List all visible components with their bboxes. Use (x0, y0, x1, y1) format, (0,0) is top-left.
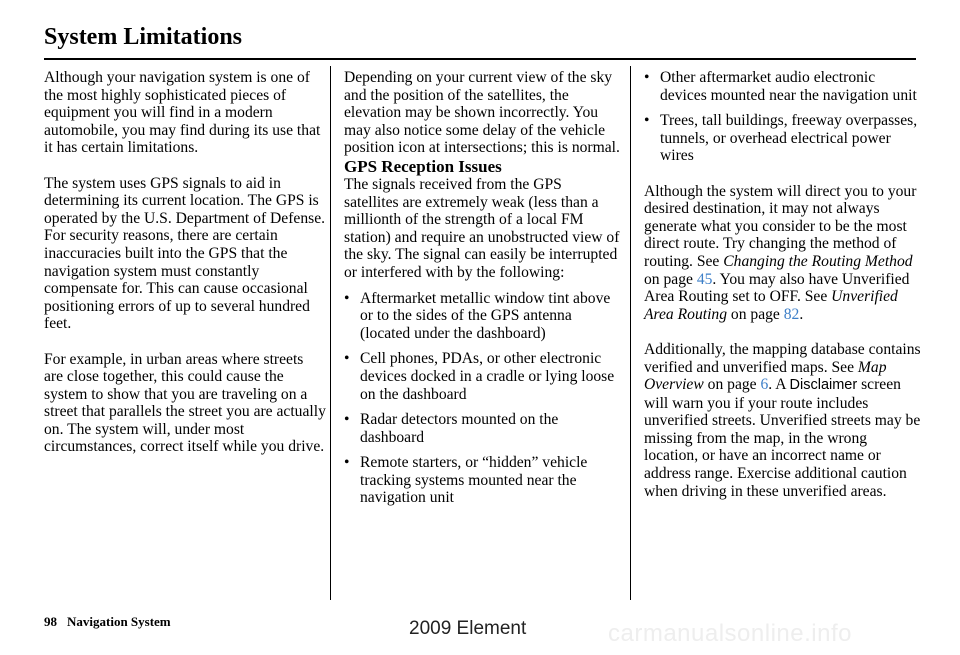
interference-list (344, 290, 620, 508)
ref-unverified-area-routing: Unverified Area Routing (644, 288, 898, 323)
column-divider-2 (630, 66, 631, 600)
page-link-6[interactable]: 6 (760, 376, 769, 394)
page-link-82[interactable]: 82 (783, 305, 800, 323)
paragraph-example: For example, in urban areas where streets are close together, this could cause the system to show that you are traveling on a street that parallels the street you are actually on. The system will, under most circumstances, correct itself while you drive. (44, 350, 326, 456)
paragraph-elevation: Depending on your current view of the sky and the position of the satellites, the elevation may be shown incorrectly. You may also notice some delay of the vehicle position icon at intersections; this is normal. (344, 69, 620, 157)
list-item: • Other aftermarket audio electronic devices mounted near the navigation unit (644, 69, 924, 104)
column-divider-1 (330, 66, 331, 600)
column-2 (344, 69, 620, 507)
column-3 (644, 69, 924, 500)
section-heading-gps-reception: GPS Reception Issues (344, 156, 502, 176)
list-item: • Trees, tall buildings, freeway overpasses, tunnels, or overhead electrical power wires (644, 112, 924, 165)
list-item: • Aftermarket metallic window tint above or to the sides of the GPS antenna (located under the dashboard) (344, 290, 620, 343)
list-item: • Cell phones, PDAs, or other electronic devices docked in a cradle or lying loose on the dashboard (344, 350, 620, 403)
paragraph-routing: Although the system will direct you to your desired destination, it may not always generate what you consider to be the most direct route. Try changing the method of routing. See Changing the Routing Method on page 45. You may also have Unverified Area Routing set to OFF. See Unverified Area Routing on page 82. (644, 182, 917, 323)
page-number: 98 (44, 614, 57, 629)
page-footer (44, 614, 171, 630)
paragraph-intro: Although your navigation system is one of the most highly sophisticated pieces of equipment you will find in a modern automobile, you may find during its use that it has certain limitations. (44, 69, 321, 157)
title-rule (44, 58, 916, 60)
paragraph-mapping-database: Additionally, the mapping database contains verified and unverified maps. See Map Overview on page 6. A Disclaimer screen will warn you if your route includes unverified streets. Unverified streets may be missing from the map, in the wrong location, or have an incorrect name or address range. Exercise additional caution when driving in these unverified areas. (644, 340, 921, 500)
disclaimer-term: Disclaimer (789, 377, 858, 394)
paragraph-signals: The signals received from the GPS satellites are extremely weak (less than a millionth of the strength of a local FM station) and require an unobstructed view of the sky. The signal can easily be interrupted or interfered with by the following: (344, 175, 620, 281)
list-item: • Radar detectors mounted on the dashboard (344, 411, 620, 446)
footer-section: Navigation System (67, 614, 171, 629)
ref-map-overview: Map Overview (644, 358, 887, 394)
site-watermark: carmanualsonline.info (608, 620, 852, 647)
list-item: • Remote starters, or “hidden” vehicle tracking systems mounted near the navigation unit (344, 454, 620, 507)
page-title: System Limitations (44, 24, 242, 50)
ref-changing-routing-method: Changing the Routing Method (723, 252, 913, 270)
paragraph-gps: The system uses GPS signals to aid in determining its current location. The GPS is operated by the U.S. Department of Defense. For security reasons, there are certain inaccuracies built into the GPS that the navigation system must constantly compensate for. This can cause occasional positioning errors of up to several hundred feet. (44, 174, 326, 333)
page-link-45[interactable]: 45 (696, 270, 713, 288)
column-1 (44, 69, 326, 456)
interference-list-continued (644, 69, 924, 165)
model-watermark: 2009 Element (409, 618, 527, 639)
